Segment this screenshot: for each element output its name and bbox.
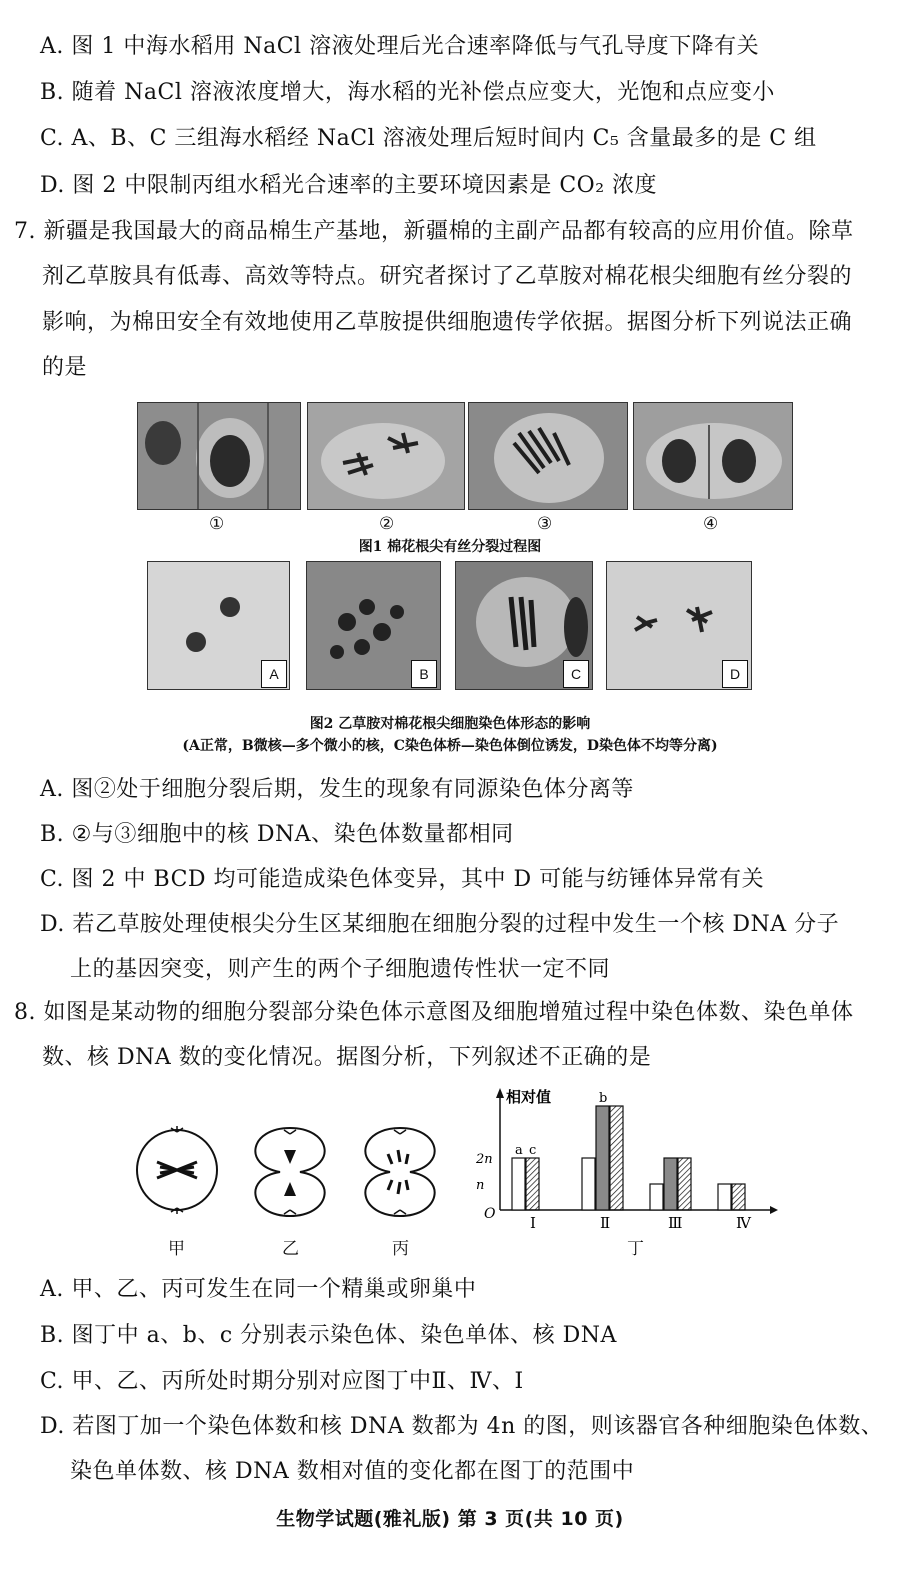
fig2-label-c: C [563, 660, 589, 688]
fig2-photo-b [306, 561, 441, 690]
q8-option-a: A. 甲、乙、丙可发生在同一个精巢或卵巢中 [40, 1277, 477, 1302]
chart-ding [470, 1082, 790, 1232]
q6-option-a: A. 图 1 中海水稻用 NaCl 溶液处理后光合速率降低与气孔导度下降有关 [40, 34, 760, 59]
q7-option-c: C. 图 2 中 BCD 均可能造成染色体变异，其中 D 可能与纺锤体异常有关 [40, 867, 765, 892]
series-label-b: b [599, 1091, 608, 1106]
q7-option-b: B. ②与③细胞中的核 DNA、染色体数量都相同 [40, 822, 514, 847]
bar-b-3 [664, 1158, 677, 1210]
cell-jia [137, 1126, 217, 1214]
q6-option-b: B. 随着 NaCl 溶液浓度增大，海水稻的光补偿点应变大，光饱和点应变小 [40, 80, 775, 105]
fig1-label-3: ③ [537, 514, 553, 534]
fig2-label-d: D [722, 660, 748, 688]
bar-c-3 [678, 1158, 691, 1210]
q7-stem-line-4: 的是 [42, 355, 88, 380]
fig2-note: (A正常，B微核—多个微小的核，C染色体桥—染色体倒位诱发，D染色体不均等分离) [182, 738, 718, 754]
fig2-caption: 图2 乙草胺对棉花根尖细胞染色体形态的影响 [309, 716, 591, 732]
q8-stem-line-1: 8. 如图是某动物的细胞分裂部分染色体示意图及细胞增殖过程中染色体数、染色单体 [14, 1000, 854, 1025]
bar-a-4 [718, 1184, 731, 1210]
q8-option-d-line-1: D. 若图丁加一个染色体数和核 DNA 数都为 4n 的图，则该器官各种细胞染色体数、 [40, 1414, 884, 1439]
series-label-c: c [529, 1143, 537, 1158]
bar-a-3 [650, 1184, 663, 1210]
cell-diagrams [130, 1120, 450, 1230]
cell-label-yi: 乙 [282, 1239, 299, 1259]
q7-option-d-line-1: D. 若乙草胺处理使根尖分生区某细胞在细胞分裂的过程中发生一个核 DNA 分子 [40, 912, 840, 937]
fig2-photo-a [147, 561, 290, 690]
x-tick-3: Ⅲ [668, 1214, 683, 1232]
fig1-label-1: ① [209, 514, 225, 534]
fig1-label-4: ④ [703, 514, 719, 534]
q6-option-d: D. 图 2 中限制丙组水稻光合速率的主要环境因素是 CO₂ 浓度 [40, 173, 658, 198]
origin-label: O [484, 1206, 496, 1222]
y-axis-label: 相对值 [506, 1088, 552, 1106]
y-tick-2n: 2n [476, 1152, 493, 1167]
cell-label-bing: 丙 [392, 1239, 409, 1259]
q7-stem-line-1: 7. 新疆是我国最大的商品棉生产基地，新疆棉的主副产品都有较高的应用价值。除草 [14, 219, 854, 244]
x-axis-arrow [770, 1206, 778, 1214]
fig2-photo-d [606, 561, 752, 690]
chart-label-ding: 丁 [627, 1239, 644, 1259]
bar-a-1 [512, 1158, 525, 1210]
cell-bing [365, 1128, 434, 1216]
x-tick-4: Ⅳ [736, 1214, 751, 1232]
fig2-photo-c [455, 561, 593, 690]
q7-option-a: A. 图②处于细胞分裂后期，发生的现象有同源染色体分离等 [40, 777, 634, 802]
q6-option-c: C. A、B、C 三组海水稻经 NaCl 溶液处理后短时间内 C₅ 含量最多的是 C 组 [40, 126, 817, 151]
fig1-caption: 图1 棉花根尖有丝分裂过程图 [358, 539, 542, 555]
cell-label-jia: 甲 [168, 1239, 185, 1259]
bar-c-2 [610, 1106, 623, 1210]
page-footer: 生物学试题(雅礼版) 第 3 页(共 10 页) [276, 1508, 624, 1530]
bar-a-2 [582, 1158, 595, 1210]
fig2-label-b: B [411, 660, 437, 688]
x-tick-1: Ⅰ [530, 1214, 536, 1232]
q8-option-b: B. 图丁中 a、b、c 分别表示染色体、染色单体、核 DNA [40, 1323, 617, 1348]
q8-stem-line-2: 数、核 DNA 数的变化情况。据图分析，下列叙述不正确的是 [42, 1045, 652, 1070]
x-tick-2: Ⅱ [600, 1214, 611, 1232]
bar-c-1 [526, 1158, 539, 1210]
fig1-label-2: ② [379, 514, 395, 534]
cell-yi [255, 1128, 324, 1216]
fig1-photo-2 [307, 402, 465, 510]
fig1-photo-3 [468, 402, 628, 510]
q7-option-d-line-2: 上的基因突变，则产生的两个子细胞遗传性状一定不同 [70, 957, 611, 982]
fig1-photo-1 [137, 402, 301, 510]
q7-stem-line-2: 剂乙草胺具有低毒、高效等特点。研究者探讨了乙草胺对棉花根尖细胞有丝分裂的 [42, 264, 853, 289]
fig1-photo-4 [633, 402, 793, 510]
bar-c-4 [732, 1184, 745, 1210]
bar-b-2 [596, 1106, 609, 1210]
fig2-label-a: A [261, 660, 287, 688]
y-axis-arrow [496, 1088, 504, 1098]
q8-option-d-line-2: 染色单体数、核 DNA 数相对值的变化都在图丁的范围中 [70, 1459, 635, 1484]
y-tick-n: n [476, 1178, 485, 1193]
series-label-a: a [515, 1143, 523, 1158]
q8-option-c: C. 甲、乙、丙所处时期分别对应图丁中Ⅱ、Ⅳ、Ⅰ [40, 1369, 524, 1394]
q7-stem-line-3: 影响，为棉田安全有效地使用乙草胺提供细胞遗传学依据。据图分析下列说法正确 [42, 310, 853, 335]
